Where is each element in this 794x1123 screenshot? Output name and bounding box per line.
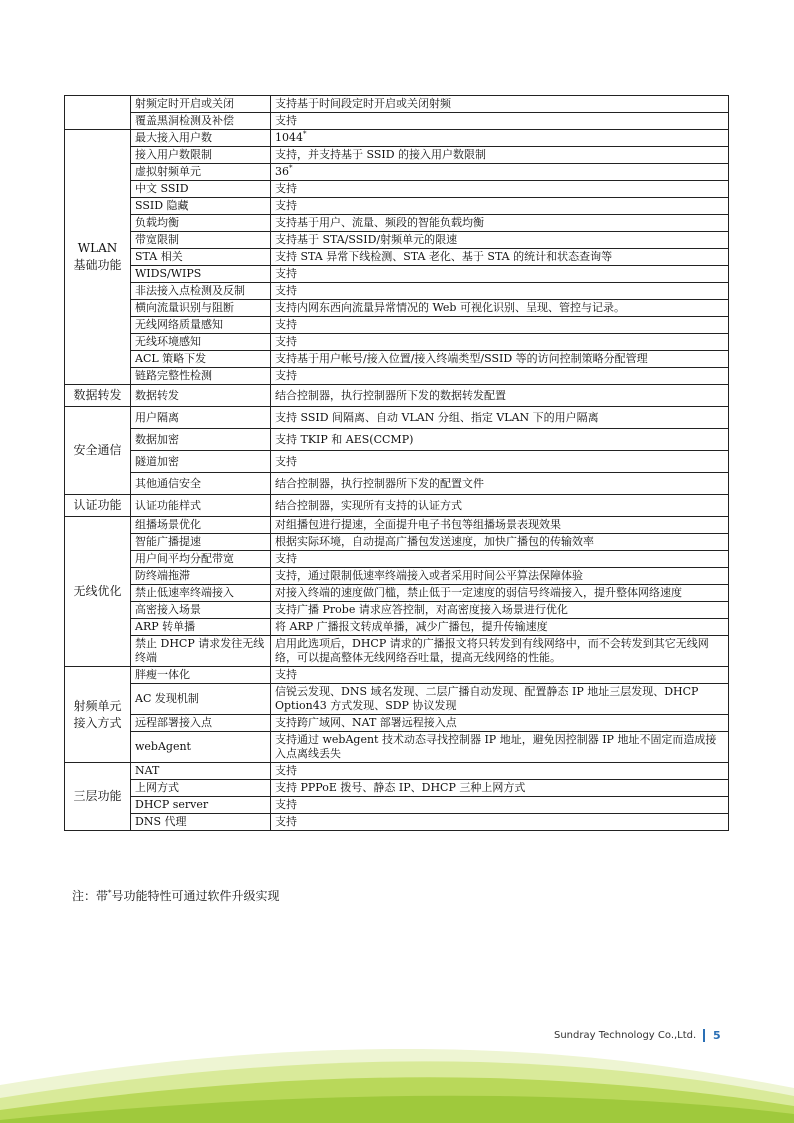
feature-cell: 无线网络质量感知	[131, 317, 271, 334]
description-text: 支持广播 Probe 请求应答控制，对高密度接入场景进行优化	[275, 603, 568, 616]
description-cell	[271, 130, 729, 147]
description-text: 支持 TKIP 和 AES(CCMP)	[275, 432, 414, 446]
category-cell: 数据转发	[65, 385, 131, 407]
asterisk-mark: *	[289, 164, 293, 172]
table-row	[65, 715, 729, 732]
table-row	[65, 451, 729, 473]
description-cell	[271, 96, 729, 113]
table-row	[65, 667, 729, 684]
description-cell	[271, 684, 729, 715]
description-cell	[271, 249, 729, 266]
table-row	[65, 181, 729, 198]
description-text: 支持基于时间段定时开启或关闭射频	[275, 97, 451, 110]
description-cell	[271, 368, 729, 385]
description-cell	[271, 300, 729, 317]
feature-cell: 数据转发	[131, 385, 271, 407]
table-row	[65, 797, 729, 814]
page-number: 5	[713, 1029, 721, 1042]
feature-cell: 带宽限制	[131, 232, 271, 249]
feature-cell: 接入用户数限制	[131, 147, 271, 164]
feature-cell: 其他通信安全	[131, 473, 271, 495]
table-row	[65, 198, 729, 215]
description-text: 支持内网东西向流量异常情况的 Web 可视化识别、呈现、管控与记录。	[275, 301, 625, 314]
feature-cell: 非法接入点检测及反制	[131, 283, 271, 300]
feature-cell: 负载均衡	[131, 215, 271, 232]
description-cell	[271, 517, 729, 534]
description-text: 支持，并支持基于 SSID 的接入用户数限制	[275, 148, 487, 161]
feature-cell: 胖瘦一体化	[131, 667, 271, 684]
description-text: 支持	[275, 815, 297, 828]
table-row	[65, 534, 729, 551]
table-row	[65, 385, 729, 407]
footnote	[72, 887, 280, 904]
feature-cell: 虚拟射频单元	[131, 164, 271, 181]
category-cell: 三层功能	[65, 763, 131, 831]
description-cell	[271, 667, 729, 684]
feature-cell: DNS 代理	[131, 814, 271, 831]
description-cell	[271, 283, 729, 300]
description-text: 对组播包进行提速，全面提升电子书包等组播场景表现效果	[275, 518, 561, 531]
description-cell	[271, 797, 729, 814]
description-text: 根据实际环境，自动提高广播包发送速度，加快广播包的传输效率	[275, 535, 594, 548]
description-cell	[271, 215, 729, 232]
description-text: 支持 STA 异常下线检测、STA 老化、基于 STA 的统计和状态查询等	[275, 250, 613, 263]
description-text: 支持	[275, 182, 297, 195]
feature-cell: 中文 SSID	[131, 181, 271, 198]
description-text: 支持	[275, 798, 297, 811]
table-row	[65, 619, 729, 636]
description-cell	[271, 266, 729, 283]
table-row	[65, 763, 729, 780]
category-cell: 无线优化	[65, 517, 131, 667]
description-text: 支持	[275, 199, 297, 212]
feature-cell: 无线环境感知	[131, 334, 271, 351]
feature-cell: 覆盖黑洞检测及补偿	[131, 113, 271, 130]
table-row	[65, 585, 729, 602]
description-text: 支持	[275, 114, 297, 127]
table-row	[65, 780, 729, 797]
feature-cell: NAT	[131, 763, 271, 780]
table-row	[65, 283, 729, 300]
table-row	[65, 814, 729, 831]
description-cell	[271, 451, 729, 473]
footnote-prefix: 注：带	[72, 889, 109, 903]
feature-cell: webAgent	[131, 732, 271, 763]
description-cell	[271, 551, 729, 568]
description-text: 对接入终端的速度做门槛，禁止低于一定速度的弱信号终端接入，提升整体网络速度	[275, 586, 682, 599]
feature-cell: 认证功能样式	[131, 495, 271, 517]
description-cell	[271, 732, 729, 763]
description-cell	[271, 602, 729, 619]
feature-cell: ACL 策略下发	[131, 351, 271, 368]
table-row	[65, 113, 729, 130]
description-text: 结合控制器，实现所有支持的认证方式	[275, 498, 462, 512]
feature-cell: 禁止 DHCP 请求发往无线终端	[131, 636, 271, 667]
description-text: 支持跨广域网、NAT 部署远程接入点	[275, 716, 457, 729]
table-row	[65, 249, 729, 266]
description-cell	[271, 317, 729, 334]
description-text: 启用此选项后，DHCP 请求的广播报文将只转发到有线网络中，而不会转发到其它无线网络，可以提高整体无线网络吞吐量，提高无线网络的性能。	[275, 637, 709, 664]
table-row	[65, 147, 729, 164]
description-cell	[271, 147, 729, 164]
description-text: 将 ARP 广播报文转成单播，减少广播包，提升传输速度	[275, 620, 548, 633]
feature-cell: 最大接入用户数	[131, 130, 271, 147]
feature-cell: 横向流量识别与阻断	[131, 300, 271, 317]
category-cell: 射频单元 接入方式	[65, 667, 131, 763]
description-text: 36	[275, 165, 289, 178]
table-row	[65, 266, 729, 283]
table-row	[65, 130, 729, 147]
feature-cell: 高密接入场景	[131, 602, 271, 619]
description-text: 支持	[275, 764, 297, 777]
spec-table	[64, 95, 729, 831]
description-cell	[271, 473, 729, 495]
table-row	[65, 351, 729, 368]
feature-cell: AC 发现机制	[131, 684, 271, 715]
table-row	[65, 368, 729, 385]
description-text: 结合控制器，执行控制器所下发的数据转发配置	[275, 388, 506, 402]
description-cell	[271, 407, 729, 429]
table-row	[65, 517, 729, 534]
description-cell	[271, 780, 729, 797]
table-row	[65, 568, 729, 585]
feature-cell: SSID 隐藏	[131, 198, 271, 215]
footer-company: Sundray Technology Co.,Ltd.	[554, 1030, 697, 1041]
asterisk-mark: *	[303, 130, 307, 138]
feature-cell: DHCP server	[131, 797, 271, 814]
description-cell	[271, 568, 729, 585]
description-cell	[271, 495, 729, 517]
category-cell: 安全通信	[65, 407, 131, 495]
description-cell	[271, 429, 729, 451]
description-cell	[271, 585, 729, 602]
description-text: 支持基于用户帐号/接入位置/接入终端类型/SSID 等的访问控制策略分配管理	[275, 352, 648, 365]
table-row	[65, 602, 729, 619]
description-text: 支持	[275, 454, 297, 468]
table-row	[65, 732, 729, 763]
feature-cell: WIDS/WIPS	[131, 266, 271, 283]
description-text: 支持	[275, 267, 297, 280]
description-cell	[271, 814, 729, 831]
description-cell	[271, 232, 729, 249]
feature-cell: 防终端拖滞	[131, 568, 271, 585]
feature-cell: 隧道加密	[131, 451, 271, 473]
table-row	[65, 164, 729, 181]
feature-cell: 用户间平均分配带宽	[131, 551, 271, 568]
feature-cell: 远程部署接入点	[131, 715, 271, 732]
description-text: 支持	[275, 335, 297, 348]
feature-cell: 数据加密	[131, 429, 271, 451]
description-text: 支持通过 webAgent 技术动态寻找控制器 IP 地址，避免因控制器 IP 地址不固定而造成接入点离线丢失	[275, 733, 717, 760]
category-cell	[65, 96, 131, 130]
category-cell: 认证功能	[65, 495, 131, 517]
description-cell	[271, 619, 729, 636]
description-text: 支持 SSID 间隔离、自动 VLAN 分组、指定 VLAN 下的用户隔离	[275, 410, 599, 424]
table-row	[65, 429, 729, 451]
description-text: 支持	[275, 318, 297, 331]
table-row	[65, 495, 729, 517]
feature-cell: 组播场景优化	[131, 517, 271, 534]
category-cell: WLAN 基础功能	[65, 130, 131, 385]
description-text: 支持	[275, 284, 297, 297]
table-row	[65, 473, 729, 495]
table-row	[65, 300, 729, 317]
description-text: 结合控制器，执行控制器所下发的配置文件	[275, 476, 484, 490]
description-cell	[271, 763, 729, 780]
description-cell	[271, 385, 729, 407]
description-cell	[271, 164, 729, 181]
feature-cell: 用户隔离	[131, 407, 271, 429]
description-text: 支持基于用户、流量、频段的智能负载均衡	[275, 216, 484, 229]
description-cell	[271, 113, 729, 130]
description-cell	[271, 636, 729, 667]
table-row	[65, 215, 729, 232]
feature-cell: 禁止低速率终端接入	[131, 585, 271, 602]
description-cell	[271, 334, 729, 351]
description-text: 1044	[275, 131, 303, 144]
feature-cell: ARP 转单播	[131, 619, 271, 636]
description-cell	[271, 534, 729, 551]
description-cell	[271, 181, 729, 198]
description-text: 支持基于 STA/SSID/射频单元的限速	[275, 233, 458, 246]
description-text: 信锐云发现、DNS 域名发现、二层广播自动发现、配置静态 IP 地址三层发现、DHCP Option43 方式发现、SDP 协议发现	[275, 685, 699, 712]
table-row	[65, 334, 729, 351]
description-text: 支持，通过限制低速率终端接入或者采用时间公平算法保障体验	[275, 569, 583, 582]
table-row	[65, 684, 729, 715]
feature-cell: 智能广播提速	[131, 534, 271, 551]
footnote-mark: *	[108, 889, 112, 897]
description-cell	[271, 715, 729, 732]
feature-cell: 上网方式	[131, 780, 271, 797]
feature-cell: 链路完整性检测	[131, 368, 271, 385]
description-text: 支持 PPPoE 拨号、静态 IP、DHCP 三种上网方式	[275, 781, 526, 794]
feature-cell: STA 相关	[131, 249, 271, 266]
table-row	[65, 317, 729, 334]
footer-wave-decoration	[0, 1040, 794, 1123]
table-row	[65, 551, 729, 568]
table-row	[65, 232, 729, 249]
footnote-suffix: 号功能特性可通过软件升级实现	[111, 889, 280, 903]
table-row	[65, 636, 729, 667]
description-cell	[271, 351, 729, 368]
table-row	[65, 96, 729, 113]
feature-cell: 射频定时开启或关闭	[131, 96, 271, 113]
description-text: 支持	[275, 668, 297, 681]
table-row	[65, 407, 729, 429]
description-text: 支持	[275, 369, 297, 382]
description-cell	[271, 198, 729, 215]
description-text: 支持	[275, 552, 297, 565]
